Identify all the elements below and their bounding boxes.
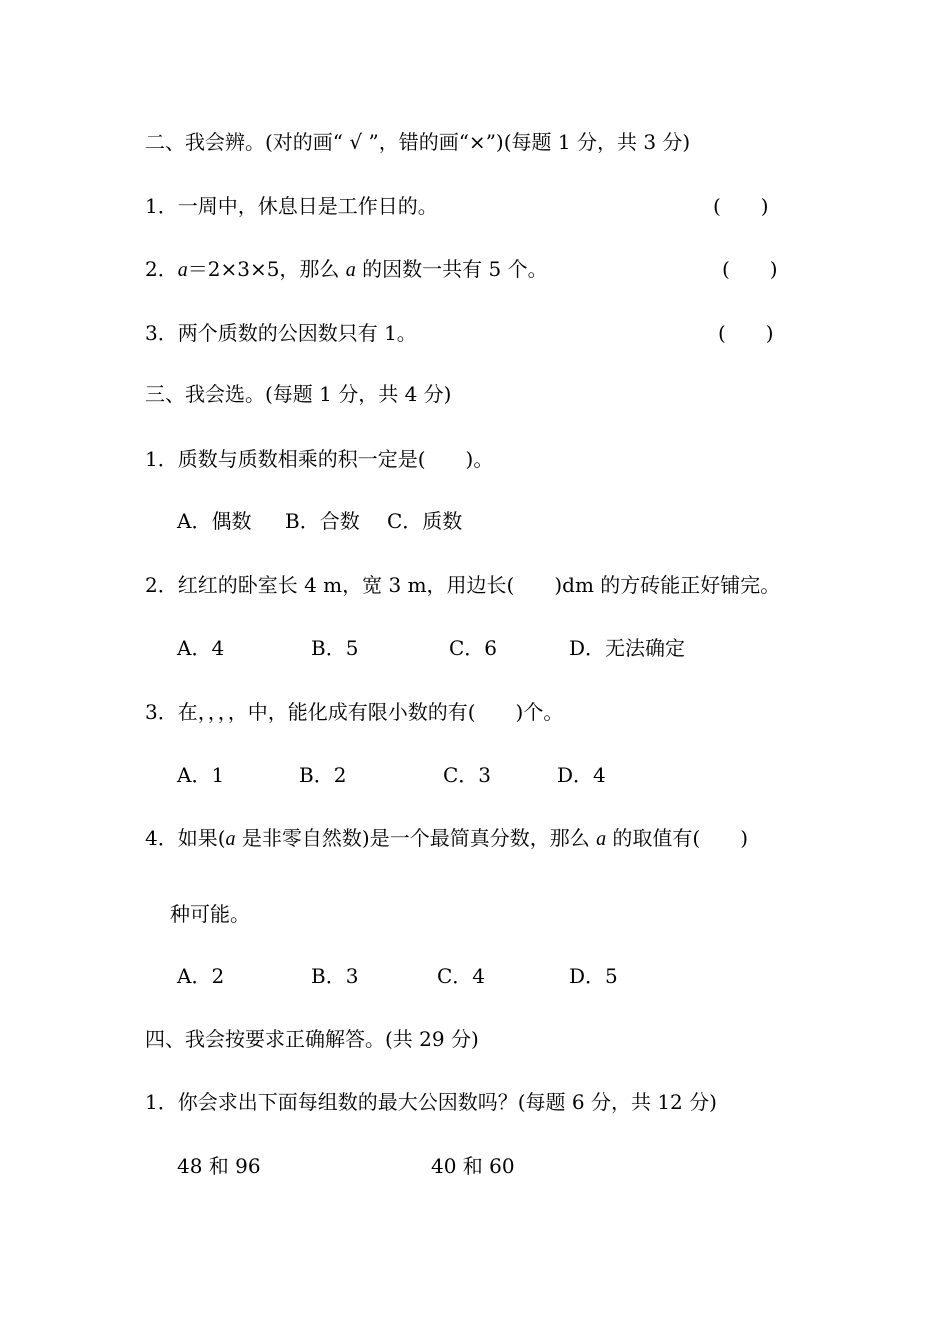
s3-q4-option-b[interactable]: B．3 (311, 964, 359, 988)
s2-question-3: 3．两个质数的公因数只有 1。 (145, 321, 417, 345)
s3-question-4 (145, 824, 748, 853)
s3-q3-option-a[interactable]: A．1 (177, 763, 225, 787)
s2-question-2 (145, 255, 548, 284)
s3-q4-mid: 是非零自然数)是一个最简真分数，那么 (235, 826, 597, 850)
s3-q2-option-c[interactable]: C．6 (449, 636, 498, 660)
s3-q4-continuation: 种可能。 (170, 902, 250, 926)
s2-answer-blank-3[interactable]: ( ) (718, 321, 774, 345)
s4-q1-pair-2: 40 和 60 (431, 1154, 515, 1178)
s3-q4-prefix: 4．如果( (145, 826, 226, 850)
s3-q1-option-c[interactable]: C．质数 (387, 509, 463, 533)
s2-question-1: 1．一周中，休息日是工作日的。 (145, 194, 438, 218)
s2-answer-blank-1[interactable]: ( ) (713, 194, 769, 218)
s3-question-2: 2．红红的卧室长 4 m，宽 3 m，用边长( )dm 的方砖能正好铺完。 (145, 573, 781, 597)
section-3-title: 三、我会选。(每题 1 分，共 4 分) (145, 382, 452, 406)
s3-q2-option-a[interactable]: A．4 (177, 636, 225, 660)
s3-q3-option-d[interactable]: D．4 (557, 763, 606, 787)
s3-q4-option-a[interactable]: A．2 (177, 964, 225, 988)
s3-q3-option-b[interactable]: B．2 (299, 763, 347, 787)
s3-q1-option-b[interactable]: B．合数 (285, 509, 360, 533)
section-4-title: 四、我会按要求正确解答。(共 29 分) (145, 1027, 479, 1051)
s3-question-3: 3．在，，，，中，能化成有限小数的有( )个。 (145, 700, 564, 724)
s3-q3-option-c[interactable]: C．3 (443, 763, 492, 787)
s3-question-1: 1．质数与质数相乘的积一定是( )。 (145, 447, 494, 471)
s2-q2-mid: ＝2×3×5，那么 (187, 257, 346, 281)
s3-q2-option-b[interactable]: B．5 (311, 636, 359, 660)
s3-q2-option-d[interactable]: D．无法确定 (569, 636, 686, 660)
s2-q2-var-a-2: a (345, 259, 356, 281)
s4-question-1: 1．你会求出下面每组数的最大公因数吗？(每题 6 分，共 12 分) (145, 1090, 717, 1114)
s4-q1-pair-1: 48 和 96 (177, 1154, 261, 1178)
s3-q4-var-a: a (225, 828, 236, 850)
s3-q4-option-d[interactable]: D．5 (569, 964, 618, 988)
s3-q1-option-a[interactable]: A．偶数 (177, 509, 252, 533)
s2-q2-suffix: 的因数一共有 5 个。 (355, 257, 548, 281)
s2-q2-prefix: 2． (145, 257, 178, 281)
s2-answer-blank-2[interactable]: ( ) (722, 257, 778, 281)
s3-q4-option-c[interactable]: C．4 (437, 964, 486, 988)
s3-q4-suffix: 的取值有( ) (606, 826, 749, 850)
s3-q4-var-a-2: a (596, 828, 607, 850)
section-2-title: 二、我会辨。(对的画“ √ ”，错的画“×”)(每题 1 分，共 3 分) (145, 130, 691, 154)
s2-q2-var-a: a (177, 259, 188, 281)
